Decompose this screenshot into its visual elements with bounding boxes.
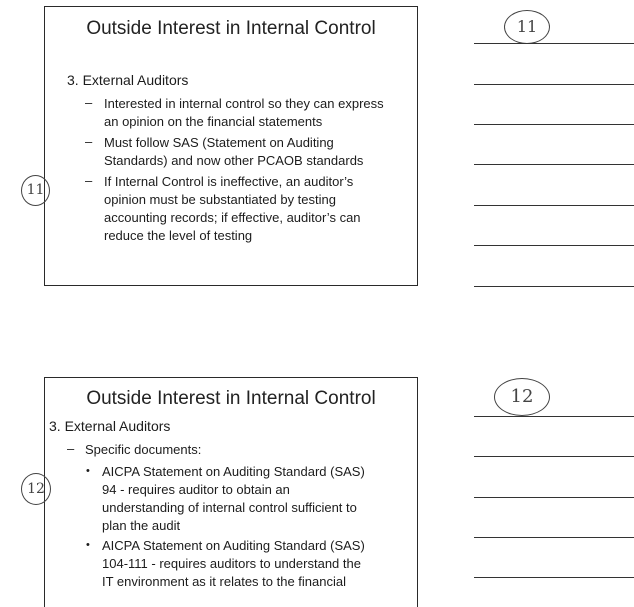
slide-1-bullet-3-line-2: opinion must be substantiated by testing — [104, 192, 336, 207]
slide-1-bullet-3-line-4: reduce the level of testing — [104, 228, 253, 243]
notes-line — [474, 43, 634, 44]
slide-2-subheading: Specific documents: — [85, 442, 202, 457]
dash-1: – — [85, 95, 93, 110]
notes-line — [474, 456, 634, 457]
handwritten-mark-12-left: 12 — [21, 473, 51, 505]
slide-2-title: Outside Interest in Internal Control — [86, 388, 376, 409]
bullet-dot-2: • — [86, 539, 90, 551]
notes-line — [474, 164, 634, 165]
notes-line — [474, 416, 634, 417]
slide-2-bullet-2-line-3: IT environment as it relates to the financial — [102, 574, 346, 589]
dash-3: – — [85, 173, 93, 188]
dash-2: – — [85, 134, 93, 149]
handwritten-mark-11-left: 11 — [21, 175, 50, 206]
slide-1-bullet-3-line-3: accounting records; if effective, auditor’s can — [104, 210, 361, 225]
slide-1 — [44, 6, 418, 286]
slide-2-bullet-1-line-1: AICPA Statement on Auditing Standard (SAS) — [102, 464, 365, 479]
notes-line — [474, 286, 634, 287]
slide-2-bullet-1-line-2: 94 - requires auditor to obtain an — [102, 482, 290, 497]
slide-1-bullet-2-line-2: Standards) and now other PCAOB standards — [104, 153, 364, 168]
notes-line — [474, 124, 634, 125]
handwritten-mark-11-notes: 11 — [504, 10, 550, 44]
slide-1-heading: 3. External Auditors — [67, 72, 189, 88]
slide-2 — [44, 377, 418, 607]
slide-2-bullet-2-line-1: AICPA Statement on Auditing Standard (SAS) — [102, 538, 365, 553]
slide-1-title: Outside Interest in Internal Control — [86, 18, 376, 39]
notes-line — [474, 537, 634, 538]
notes-line — [474, 245, 634, 246]
notes-line — [474, 205, 634, 206]
slide-2-bullet-1-line-4: plan the audit — [102, 518, 181, 533]
dash-4: – — [67, 441, 75, 456]
notes-line — [474, 577, 634, 578]
slide-1-bullet-2-line-1: Must follow SAS (Statement on Auditing — [104, 135, 334, 150]
notes-line — [474, 84, 634, 85]
slide-2-heading: 3. External Auditors — [49, 418, 171, 434]
slide-2-bullet-2-line-2: 104-111 - requires auditors to understand the — [102, 556, 361, 571]
bullet-dot-1: • — [86, 465, 90, 477]
slide-1-bullet-3-line-1: If Internal Control is ineffective, an auditor’s — [104, 174, 354, 189]
slide-2-bullet-1-line-3: understanding of internal control sufficient to — [102, 500, 357, 515]
handwritten-mark-12-notes: 12 — [494, 378, 550, 416]
notes-line — [474, 497, 634, 498]
slide-1-bullet-1-line-2: an opinion on the financial statements — [104, 114, 323, 129]
slide-1-bullet-1-line-1: Interested in internal control so they can express — [104, 96, 384, 111]
